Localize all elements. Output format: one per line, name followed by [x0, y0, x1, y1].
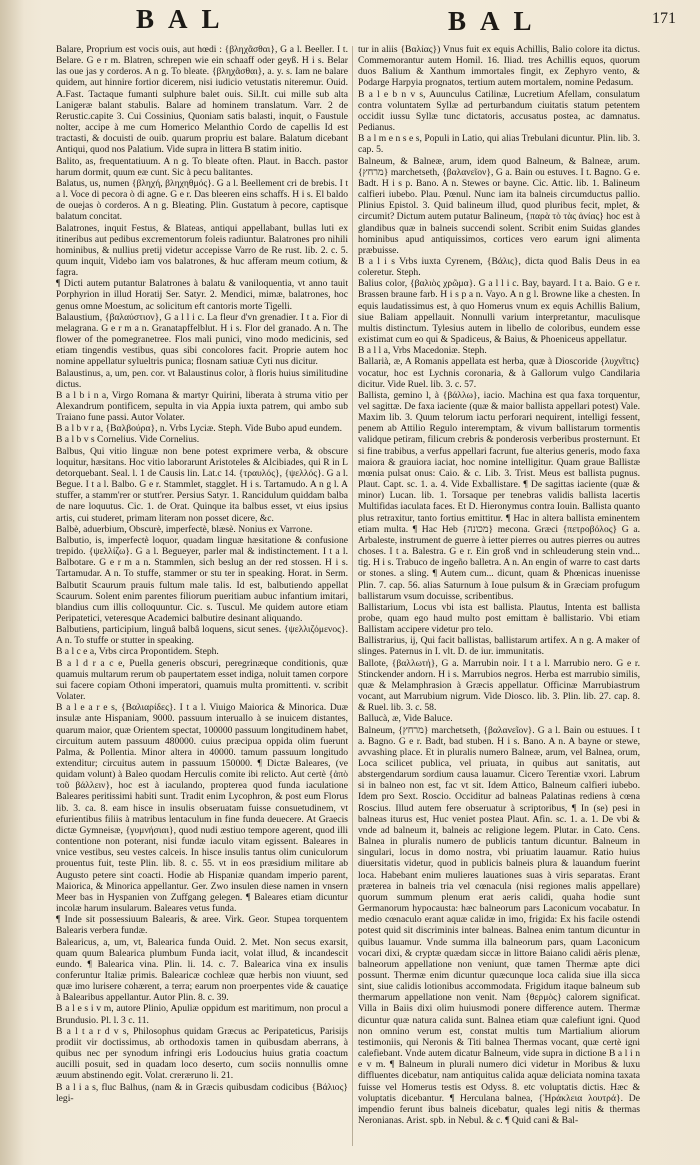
dictionary-entry: Balatus, us, numen {βληχή, βληχηθμός}. G a l. Beellement cri de brebis. I t a l. Voce di pecora ò di agne. G e r. Das bleeren eins schaffs. H i s. El baldo de ouejas ò corderos. A n g. Bleating. Plin. Gustatum à pecore, captisque balatum concitat.: [56, 177, 348, 223]
dictionary-entry: Balneum, & Balneæ, arum, idem quod Balneum, & Balneæ, arum. {מרחץ} marchetseth, {βαλανεῖον}, G a. Bain ou estuves. I t. Bagno. G e. Badt. H i s p. Bano. A n. Stewes or bayne. Cic. Attic. lib. 1. Balineum calfieri iubebo. Plau. Pœnul. Nunc iam ita balneis circumductus pallio. Plinius Epistol. 3. Quid balineum illud, quod pluribus fecit, mplet, & circumit? Dictum autem putatur Balineum, {παρὰ τὸ τὰς ἀνίας} hoc est à glandibus quæ in balneis succendi solent. Scribit enim Suidas glandes hominibus apud antiquissimos, cortices vero earum igni alimenta præbuisse.: [358, 155, 640, 256]
dictionary-entry: Balbus, Qui vitio linguæ non bene potest exprimere verba, & obscure loquitur, hæsitans. Hoc vitio laborarunt Aristoteles & Alcibiades, qui R in L detorquebant. Seal. l. 1 de Causis lin. Lat.c 14. {τραυλός}, {ψελλός}. G a l. Begue. I t a l. Balbo. G e r. Stammlet, stagglet. H i s. Tartamudo. A n g l. A stuffer, a stamm'rer or stutt'rer. Persius Satyr. 1. Rancidulum quiddam balba de nare loquutus. Cic. 1. de Orat. Quinque ita balbus esset, vt eius ipsius artis, cui studeret, primam literam non posset dicere, &c.: [56, 445, 348, 524]
dictionary-entry: B a l c e a, Vrbs circa Propontidem. Steph.: [56, 646, 219, 658]
dictionary-entry: Balbè, aduerbium, Obscurè, imperfectè, blæsè. Nonius ex Varrone.: [56, 523, 313, 535]
dictionary-entry: Balbutiens, participium, linguâ balbâ loquens, sicut senes. {ψελλιζόμενος}. A n. To stuffe or stutter in speaking.: [56, 624, 348, 647]
dictionary-entry: ¶ Inde sit possessiuum Balearis, & aree. Virk. Geor. Stupea torquentem Balearis verbera fundæ.: [56, 914, 348, 937]
dictionary-entry: B a l t a r d v s, Philosophus quidam Græcus ac Peripateticus, Parisijs prodiit vir doctissimus, ab orthodoxis tamen in quibusdam aberrans, à quibus nec per synodum infringi eris Lodoucius huius gratia coactum aucilli posuit, sed in quadam loco deserto, cum sociis nonnullis omne æuum abstinendo egit. Volat. creræruno li. 21.: [56, 1025, 348, 1082]
dictionary-entry: Balneum, {מרחץ} marchetseth, {βαλανεῖον}. G a l. Bain ou estuues. I t a. Bagno. G e r. Badt, bad stuben. H i s. Bano. A n. A bayne or stewe, avvashing place. Et in pluralis numero Balneæ, arum, vel Balnea, orum, Loca scilicet publica, vel priuata, in quibus aut sanitatis, aut abstergendarum sordium causa lauamur. Cicero Terentiæ vxori. Labrum si in balneo non est, fac vt sit. Idem Attico, Balneum calfieri iubebo. Idem pro Sext. Roscio. Occiditur ad balneas Palatinas rediens à cœna Roscius. Illud autem fere obseruatur à scriptoribus, ¶ In (se) pesi in balneas iturus est, Huc veniet postea Plaut. Afin. sc. 1. a. 1. De vbi & vnde ad balneum it, balneis ac religione legem. Plutar. in Cato. Cens. Balnea in pluralis numero de publicis tantum dicuntur. Balneum in singulari, locus in domo nostra, vbi priuatim lauamur. Ratio huius diuersitatis videtur, quod in publicis balneis plura & lauandum fuerint loca. Habebant enim mulieres lauationes suas à viris separatas. Erant præterea in balneis tria vel cœnacula (nisi regiones malis appellare) quorum summum plenum erat aeris calidi, quaha hodie sunt Germanorum hypocausta: hæc balneorum pars Laconicum vocabatur. In medio cœnaculo erant aquæ calidæ in imo, frigida: Ex his facile ostendi potest quid sit discriminis inter balneas. Balnea enim tantum dicuntur in quibus lauamur. Vnde summa illa balneorum pars, quam Laconicum vocari dixi, & cryptæ quædam siccæ in littore Baiano calidi aëris plenæ, balneorum appellatione non veniunt, quæ tamen Thermæ apte dici possunt. Thermæ enim dicuntur quæcunque loca calida siue illa sicca sint, siue calidis lotionibus accommodata. Frigidum itaque balneum sub thermarum appellatione non venit. Nam {θερμὸς} calorem significat. Villa in Baiis dixi olim huiusmodi ponere difference autem. Thermæ dicuntur quæ natura calida sunt. Balnea etiam quæ calefiunt igni. Quod non omnino verum est, constat multis tum Martialium aliorum testimoniis, qui Neronis & Titi balnea Thermas vocant, quæ certè igni calefiebant. Vnde autem dicatur Balneum, vide supra in dictione B a l i n e v m. ¶ Balneum in plurali numero dici videtur in Moribus & luxu diffluentes dicebatur, nam antiquitus calida aquæ deliciata nomina taxata fuisse vel Homerus testis est Odyss. 8. etc voluptatis dictis. Hæc & voluptatis dicebantur. ¶ Herculana balnea, {Ἡράκλεια λουτρά}. De impendio ferunt ibus balneis dicebatur, quales legi nitis & thermas Neronianas. Arist. spb. in Nebul. & c. ¶ Quid cani & Bal-: [358, 724, 640, 1126]
dictionary-entry: B a l b i n a, Virgo Romana & martyr Quirini, liberata à struma vitio per Alexandrum pontificem, sepulta in via Appia iuxta patrem, qui ambo sub Traiano fune passi. Autor Volater.: [56, 389, 348, 424]
dictionary-entry: Balaustium, {βαλαύστιον}, G a l l i c. La fleur d'vn grenadier. I t a. Fior di melagrana. G e r m a n. Granatapffelblut. H i s. Flor del granado. A n. The flower of the pomegranetree. Flos mali punici, vino modo medicinis, sed etiam tingendis vestibus, quas sibi concolores facit. Proprie autem hoc nomine appellatur sylueltris punica; flosnam satiuæ Cyti nus dicitur.: [56, 311, 348, 368]
dictionary-entry: Balito, as, frequentatiuum. A n g. To bleate often. Plaut. in Bacch. pastor harum dormit, quum eæ cunt. Sic à pecu balitantes.: [56, 155, 348, 178]
dictionary-entry: Ballote, {βαλλωτή}, G a. Marrubin noir. I t a l. Marrubio nero. G e r. Stinckender andorn. H i s. Marrubios negros. Herba est marrubio similis, quæ & Melamphrasion à Græcis appellatur. Officinæ Marrubiastrum vocant, aut Marrubium nigrum. Vide Diosco. lib. 3. Plin. lib. 27. cap. 8. & Ruel. lib. 3. c. 58.: [358, 657, 640, 714]
dictionary-entry: Ballistrarius, ij, Qui facit ballistas, ballistarum artifex. A n g. A maker of slinges. Paternus in I. vlt. D. de iur. immunitatis.: [358, 635, 640, 658]
dictionary-entry: Ballucà, æ, Vide Baluce.: [358, 713, 453, 725]
dictionary-entry: Ballista, gemino l, à {βάλλω}, iacio. Machina est qua faxa torquentur, vel sagittæ. De faxa iaciente (quæ & maior ballista appellari potest) Vale. Maxim lib. 3. Quum telorum iactu perforari nequirent, intelligi fessent, penem ab Attilio Regulo interemptam, & vivum ballistarum tormentis validque petiram, filicum crebris & ponderosis verberibus prosternunt. Et si fine trabibus, a verfus appellari facrunt, fue alterius generis, modo faxa maiora & grauiora iaciat, hoc nomine intelligitur. Quam graue Ballistæ mœnia pulsat onus: Caio. & c. Lib. 3. Trist. Meus est ballista pugnus. Plaut. Capt. sc. 1. a. 4. Vide Exballistare. ¶ De sagittas iaciente (quæ & minor) Lucan. lib. 1. Torsaque per tenebras validis ballista lacertis Multifidas iaculata faces. Et D. Hieronymus contra Iouin. Ballista quanto plus retraxitur, tanto fortius emittitur. ¶ Hac in altera ballista eminentem etiam multa. ¶ Hac Heb {מכונה} mecona. Græci {πετροβόλος} G a. Arbaleste, instrument de guerre à ietter pierres ou autres pierres ou autres choses. I t a. Balestra. G e r. Ein groß vnd in schleuderung stein vnd... tig. H i s. Trabuco de ingeño balletra. A n. An engin of warre to cast darts or stones. a sling. ¶ Autem cum... dicunt, quam & Phœnicas inuenisse Plin. 7. cap. 56. alias Saturnum à Ioue pulsum & in Græciam profugum ballistarum vsum docuisse, scribentibus.: [358, 389, 640, 602]
dictionary-entry: B a l b v r a, {Βαλβούρα}, n. Vrbs Lyciæ. Steph. Vide Bubo apud eundem.: [56, 423, 342, 435]
left-column: [56, 44, 348, 1156]
page-number: 171: [652, 10, 676, 27]
dictionary-entry: Balearicus, a, um, vt, Balearica funda Ouid. 2. Met. Non secus exarsit, quam quum Balearica plumbum Funda iacit, volat illud, & incandescit eundo. ¶ Balearica vina. Plin. li. 14. c. 7. Balearica vina ex insulis conferuntur Italiæ primis. Balearicæ cochleæ quæ herbis non viuunt, sed quæ imo lurisere cohærent, a terra; earum non proerpentes vide & cauatiçe à Balearibus appellantur. Autor Plin. 8. c. 39.: [56, 936, 348, 1004]
dictionary-entry: Balaustinus, a, um, pen. cor. vt Balaustinus color, à floris huius similitudine dictus.: [56, 367, 348, 390]
dictionary-entry: B a l e s i v m, autore Plinio, Apuliæ oppidum est maritimum, non procul a Brundusio. Pl. l. 3 c. 11.: [56, 1003, 348, 1026]
dictionary-entry: B a l i s Vrbs iuxta Cyrenem, {Βάλις}, dicta quod Balis Deus in ea coleretur. Steph.: [358, 255, 640, 279]
dictionary-entry: Balbutio, is, imperfectè loquor, quadam linguæ hæsitatione & confusione trepido. {ψελλίζω}. G a l. Begueyer, parler mal & indistinctement. I t a l. Balbotare. G e r m a n. Stammlen, sich beslug an der red stossen. H i s. Tartamudar. A n. To stuffe, stammer or stu ter in speaking. Horat. in Serm. Balbutit Scaurum prauis fultum male talis. Id est, balbutiendo appellat Scaurum. Solent enim parentes filiorum pueritiam aubuc infantium imitari, blandius cum illis colloquuntur. Cic. s. Tuscul. Me quidem autore etiam Peripatetici, veteresque Academici balbutire desinant aliquando.: [56, 534, 348, 624]
dictionary-entry: B a l m e n s e s, Populi in Latio, qui alias Trebulani dicuntur. Plin. lib. 3. cap. 5.: [358, 133, 640, 156]
right-headword: BAL: [448, 6, 546, 36]
dictionary-entry: B a l d r a c e, Puella generis obscuri, peregrinæque conditionis, quæ quamuis multarum rerum ob paupertatem esset indiga, noluit tamen corpore sui facere copiam Othoni imperatori, quamuis multa promittenti. v. scribit Volater.: [56, 657, 348, 703]
dictionary-entry: Ballistarium, Locus vbi ista est ballista. Plautus, Intenta est ballista probe, quam ego haud multo post emittam è ballistario. Vbi etiam Ballistam accipere videtur pro telo.: [358, 601, 640, 636]
dictionary-entry: B a l i a s, fluc Balhus, (nam & in Græcis quibusdam codicibus {Βάλιος} legi-: [56, 1081, 348, 1104]
dictionary-entry: B a l l a, Vrbs Macedoniæ. Steph.: [358, 345, 487, 357]
dictionary-entry: B a l e b n v s, Auunculus Catilinæ, Lucretium Afellam, consulatum contra voluntatem Syllæ ad perturbandum ciuitatis statum petentem occidit iussu Syllæ tunc dictatoris, accusatus postea, ac damnatus. Pedianus.: [358, 88, 640, 134]
dictionary-entry: Balius color, {βαλιὸς χρῶμα}. G a l l i c. Bay, bayard. I t a. Baio. G e r. Brassen braune farb. H i s p a n. Vayo. A n g l. Browne like a chesten. In equis laudatissimus est, à quo Homerus vnum ex equis Achillis Balium, siue Baliam appellauit. Nonnulli varium interpretantur, maculisque multis distinctum. Tylesius autem in libello de coloribus, eundem esse existimat cum eo qui & Spadiceus, & Baius, & Phoeniceus appellatur.: [358, 278, 640, 346]
left-headword: BAL: [136, 4, 234, 34]
right-column: [358, 44, 640, 1156]
dictionary-entry: Balare, Proprium est vocis ouis, aut hœdi : {βληχᾶσθαι}, G a l. Beeller. I t. Belare. G e r m. Blatren, schrepen wie ein schaaff oder geyß. H i s. Belar las oue jas y corderos. A n g. To bleate. {βληχᾶσθαι}, a. y. s. Iam ne balare quidem, aut hinnire fortior dicerem, nisi iudicio vetustatis niteremur. Ouid. A.Fast. Tactaque fumanti sulphure balet ouis. Sil.It. cui mille sub alta Lanigeræ balant stabulis. Balare ad hominem translatum. Varr. 2 de Rerustic.capite 3. Cui Cossinius, Quoniam satis balasti, inquit, o Faustule nolter, accipe à me cum Homerico Melanthio Cordo de capellis Id est tractasti, & docuisti de ouib. quarum propriu est balare. Balatum dicebant Antiqui, quod nos Palatium. Vide supra in littera B statim initio.: [56, 44, 348, 156]
dictionary-entry: Ballarià, æ, A Romanis appellata est herba, quæ à Dioscoride {λυχνῖτις} vocatur, hoc est Lychnis coronaria, & à Gallorum vulgo Candilaria dicitur. Vide Ruel. lib. 3. c. 57.: [358, 356, 640, 390]
running-header: [0, 4, 700, 40]
gutter-shadow: [0, 0, 24, 1165]
dictionary-entry: Balatrones, inquit Festus, & Blateas, antiqui appellabant, bullas luti ex itineribus aut pedibus excrementorum foleis radiuntur. Balatrones pro nihili hominibus, & nullius pretij videtur accepisse Varro de Re rust. lib. 2. c. 5. quum inquit, Videbo iam vos balatrones, & huc afferam meum cotium, & fagra.: [56, 222, 348, 279]
dictionary-entry: B a l e a r e s, {Βαλιαρίδες}. I t a l. Viuigo Maiorica & Minorica. Duæ insulæ ante Hispaniam, 9000. passuum interuallo à se inuicem distantes, quarum maior, quæ Orientem spectat, 100000 passuum longitudinem habet, circuitum autem passuum 480000. cuius præcipua oppida olim fuerunt Palma, & Pollentia. Minor altera in 40000. tamum passuum longitudo extenditur; circuitus autem in passuum 150000. ¶ Dictæ Baleares, (ve quidam volunt) à Baleo quodam Herculis comite ibi relicto. Aut certè {ἀπὸ τοῦ βάλλειν}, hoc est à iaculando, propterea quod funda iaculatione Baleares peritissimi habiti sunt. Tradit enim Lycophron, & post eum Florus lib. 3. ca. 8. eam hisce in insulis obseruatam fuisse consuetudinem, vt efurientibus filiis à matribus lentaculum in fine funda deuecere. At Graecis dictæ Gymneisæ, {γυμνήσιαι}, quod nudi æstiuo tempore agerent, quod illi contentione non poterant, nisi fundæ iaculo vitam egissent. Baleares in vnice vestibus, seu vestes calceis. In hisce insulis tantus olim cuniculorum prouentus fuit, teste Plin. lib. 8. c. 55. vt in eos præsidium militare ab Augusto petere sint coacti. Hodie ab Hispaniæ quandam imperio parent, Maiorica, & Minorica appellantur. Ger. Zwo insulen diese namen in vnsern Meer bas in Hyspanien von Zuffgang gelegen. ¶ Baleares etiam dicuntur incolæ harum insularum. Baleares vetus funda.: [56, 702, 348, 915]
dictionary-entry: B a l b v s Cornelius. Vide Cornelius.: [56, 434, 200, 446]
dictionary-entry: tur in aliis {Βαλίας}) Vnus fuit ex equis Achillis, Balio colore ita dictus. Commemorantur autem Homil. 16. Iliad. tres Achillis equos, quorum duos Balium & Xanthum immortales fingit, ex Zephyro vento, & Podarge Harpyia prognatos, tertium autem mortalem, nomine Pedasum.: [358, 44, 640, 89]
dictionary-entry: ¶ Dicti autem putantur Balatrones à balatu & vaniloquentia, vt anno tauit Porphyrion in illud Horatij Ser. Satyr. 2. Mendici, mimæ, balatrones, hoc genus omne Moestum, ac solicitum eft cantoris morte Tigelli.: [56, 278, 348, 312]
column-divider: [352, 46, 353, 1146]
